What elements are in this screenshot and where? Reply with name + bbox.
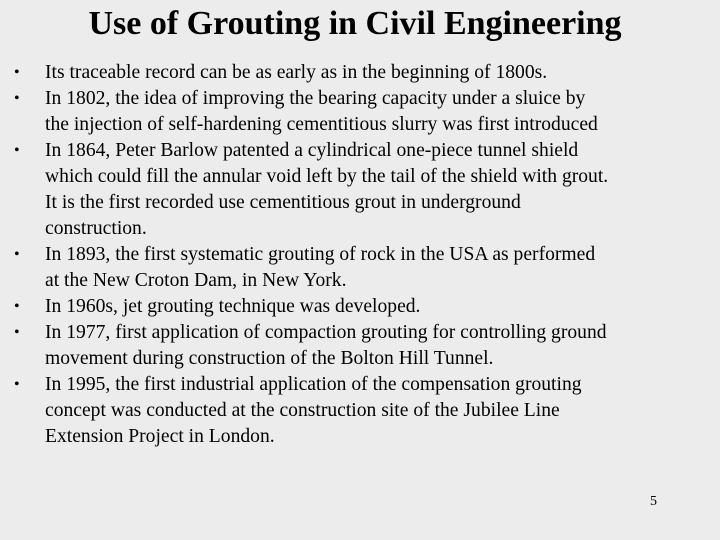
bullet-icon: • — [14, 246, 20, 263]
bullet-icon: • — [14, 90, 20, 107]
bullet-item — [14, 242, 704, 294]
bullet-text: In 1893, the first systematic grouting of rock in the USA as performed at the New Croton Dam, in New York. — [45, 244, 596, 291]
bullet-text: In 1995, the first industrial application of the compensation grouting concept was conducted at the construction site of the Jubilee Line Extension Project in London. — [45, 374, 582, 447]
bullet-text: In 1864, Peter Barlow patented a cylindrical one-piece tunnel shield which could fill the annular void left by the tail of the shield with grout. It is the first recorded use cementitious grout in underground construction. — [45, 140, 609, 239]
bullet-item — [14, 294, 704, 320]
bullet-item — [14, 60, 704, 86]
bullet-icon: • — [14, 324, 20, 341]
bullet-icon: • — [14, 298, 20, 315]
bullet-text: In 1802, the idea of improving the bearing capacity under a sluice by the injection of self-hardening cementitious slurry was first introduced — [45, 88, 598, 135]
bullet-item — [14, 320, 704, 372]
bullet-list — [14, 60, 704, 450]
bullet-icon: • — [14, 376, 20, 393]
bullet-text: Its traceable record can be as early as in the beginning of 1800s. — [45, 62, 548, 83]
bullet-icon: • — [14, 64, 20, 81]
page-number: 5 — [650, 494, 657, 509]
bullet-icon: • — [14, 142, 20, 159]
bullet-item — [14, 86, 704, 138]
bullet-item — [14, 372, 704, 450]
bullet-item — [14, 138, 704, 242]
bullet-text: In 1977, first application of compaction grouting for controlling ground movement during construction of the Bolton Hill Tunnel. — [45, 322, 607, 369]
bullet-text: In 1960s, jet grouting technique was developed. — [45, 296, 421, 317]
slide-title: Use of Grouting in Civil Engineering — [88, 5, 622, 42]
